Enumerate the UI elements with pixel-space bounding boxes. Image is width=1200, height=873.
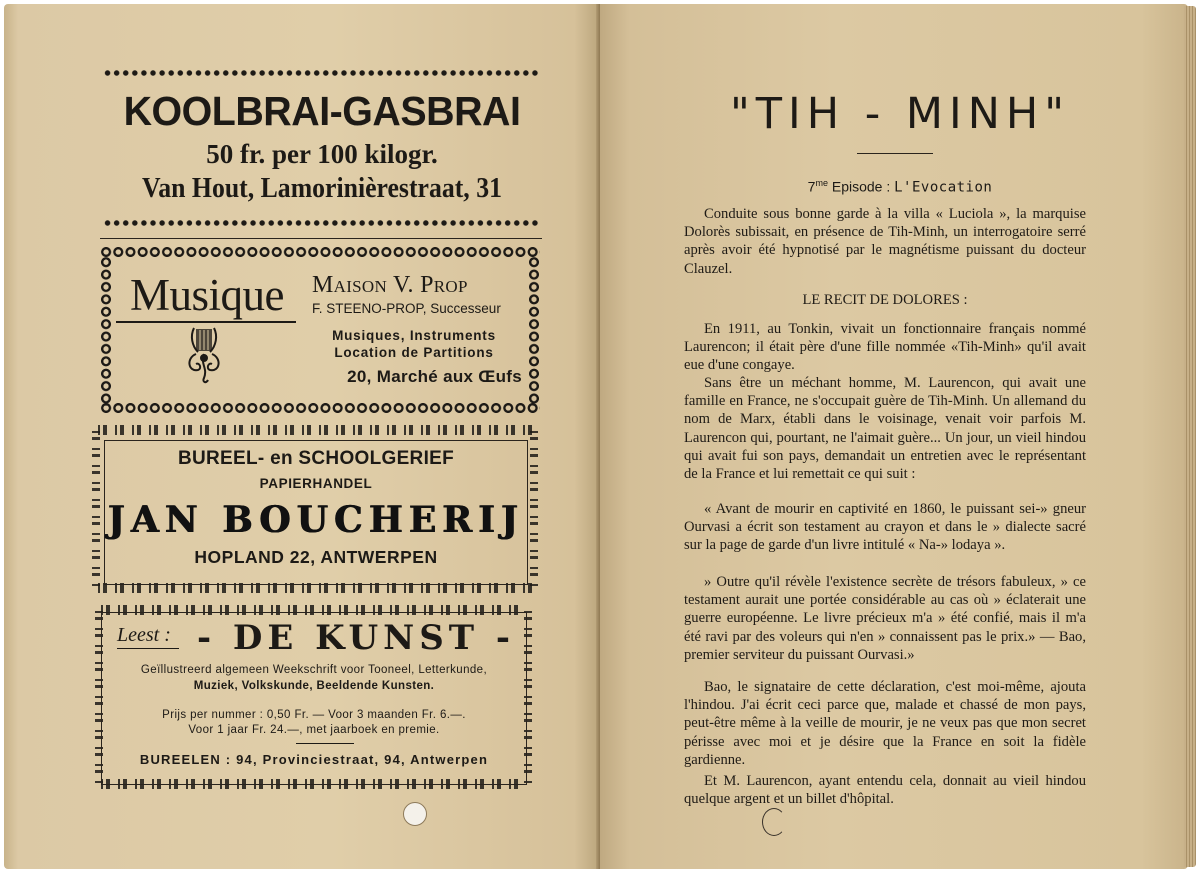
kunst-address: BUREELEN : 94, Provinciestraat, 94, Antwerpen xyxy=(139,752,489,767)
divider-rule xyxy=(100,238,542,239)
story-paragraph-4: « Avant de mourir en captivité en 1860, le puissant sei-» gneur Ourvasi a écrit son testament au crayon et dans le » dialecte sacré sur la page de garde d'un livre intitulé « Na-» lodaya ». xyxy=(684,501,1086,554)
maison-prop: Maison V. Prop xyxy=(312,272,468,298)
kunst-desc-2: Muziek, Volkskunde, Beeldende Kunsten. xyxy=(193,680,435,692)
punch-hole-right xyxy=(762,808,786,836)
story-paragraph-5: » Outre qu'il révèle l'existence secrète de trésors fabuleux, » ce testament aurait une portée considérable au cas où » éclaterait une guerre européenne. Le livre précieux m'a » été confié, mais il m'a été ravi par des voleurs qui n'en » connaissent pas le prix.» — Bao, premier serviteur du puissant Ourvasi.» xyxy=(684,574,1086,663)
kunst-price-1: Prijs per nummer : 0,50 Fr. — Voor 3 maanden Fr. 6.—. xyxy=(162,709,466,721)
lyre-ornament-icon xyxy=(180,324,228,386)
ad-koolbrai-address: Van Hout, Lamorinièrestraat, 31 xyxy=(142,173,502,204)
story-paragraph-3: Sans être un méchant homme, M. Laurencon, qui avait une famille en France, ne s'occupait guère de Tih-Minh. Un allemand du nom de Marx, établi dans le voisinage, venait voir parfois M. Laurencon qui, pourtant, ne l'aimait guère... Un jour, un vieil hindou qui avait fui son pays, demandait un entretien avec le représentant de la France et lui remettait ce qui suit : xyxy=(684,375,1086,483)
papierhandel: PAPIERHANDEL xyxy=(259,476,373,491)
episode-number: 7 xyxy=(807,178,816,195)
episode-heading xyxy=(690,173,1110,198)
steeno-successor: F. STEENO-PROP, Successeur xyxy=(312,301,501,316)
star-border-bottom xyxy=(103,217,540,229)
title-rule xyxy=(857,153,933,154)
de-kunst-title: - DE KUNST - xyxy=(196,618,516,658)
story-paragraph-7: Et M. Laurencon, ayant entendu cela, donnait au vieil hindou quelque argent et un billet d'hôpital. xyxy=(684,773,1086,808)
music-address: 20, Marché aux Œufs xyxy=(347,367,522,386)
episode-suffix: me xyxy=(815,178,828,188)
episode-label: Episode : xyxy=(827,178,895,195)
boucherij-address: HOPLAND 22, ANTWERPEN xyxy=(194,547,438,567)
jan-boucherij-name: JAN BOUCHERIJ xyxy=(107,499,525,541)
kunst-desc-1: Geïllustreerd algemeen Weekschrift voor Tooneel, Letterkunde, xyxy=(140,664,488,676)
ad-koolbrai-price: 50 fr. per 100 kilogr. xyxy=(206,139,438,169)
ad-koolbrai-title: KOOLBRAI-GASBRAI xyxy=(123,88,521,134)
star-border-top xyxy=(103,67,540,79)
music-partitions-line: Location de Partitions xyxy=(334,345,494,360)
story-paragraph-6: Bao, le signataire de cette déclaration, c'est moi-même, ajouta l'hindou. J'ai écrit ceci parce que, malade et chassé de mon pays, peut-être même à la veille de mourir, je ne veux pas que mon secret périsse avec moi et je désire que la France en soit la fidèle gardienne. xyxy=(684,679,1086,768)
musique-underline xyxy=(116,321,296,323)
episode-title: L'Evocation xyxy=(894,179,993,196)
musique-heading: Musique xyxy=(130,270,284,320)
kunst-price-2: Voor 1 jaar Fr. 24.—, met jaarboek en premie. xyxy=(188,724,440,736)
kunst-divider xyxy=(296,743,354,744)
punch-hole-left xyxy=(403,802,427,826)
story-paragraph-2: En 1911, au Tonkin, vivait un fonctionnaire français nommé Laurencon; il était père d'une fille nommée «Tih-Minh» qu'il avait eue d'une congaye. xyxy=(684,321,1086,374)
page-title: "TIH - MINH" xyxy=(730,89,1070,139)
leest-label: Leest : xyxy=(117,624,171,646)
leest-underline xyxy=(117,648,179,649)
page-edges xyxy=(1184,6,1196,867)
story-paragraph-1: Conduite sous bonne garde à la villa « Luciola », la marquise Dolorès subissait, en présence de Tih-Minh, un interrogatoire serré après avoir été hypnotisé par le magnétisme puissant du docteur Clauzel. xyxy=(684,206,1086,277)
story-subheading: LE RECIT DE DOLORES : xyxy=(802,292,968,308)
bureel-schoolgerief: BUREEL- en SCHOOLGERIEF xyxy=(177,448,455,469)
music-instruments-line: Musiques, Instruments xyxy=(332,328,496,343)
